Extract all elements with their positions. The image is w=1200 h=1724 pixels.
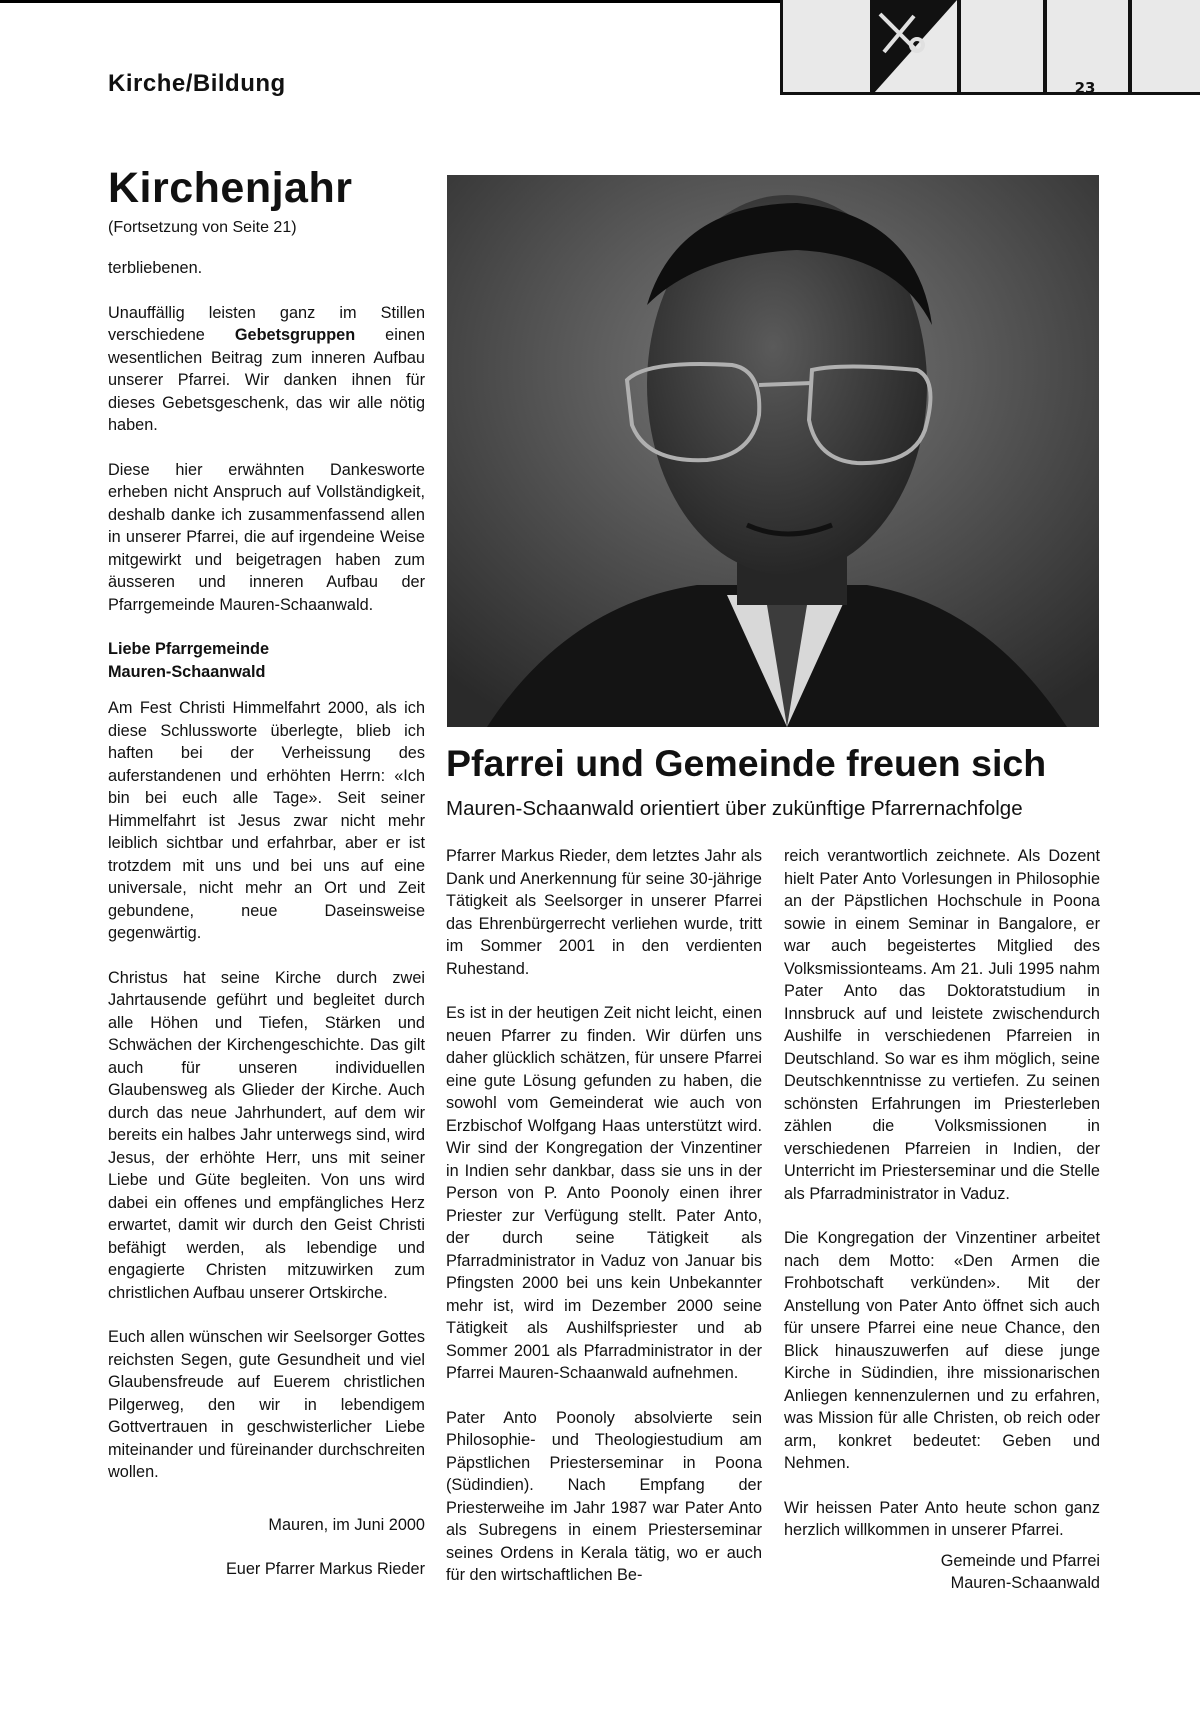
paragraph: Pfarrer Markus Rieder, dem letztes Jahr als Dank und Anerkennung für seine 30-jährige Tätigkeit als Seelsorger in unserer Pfarrei das Ehrenbürgerrecht verliehen wurde, tritt im Sommer 2001 in den verdienten Ruhestand. [446, 847, 762, 978]
right-article-column-1 [446, 845, 762, 1609]
text-run: Unauffällig leisten ganz im Stillen verschiedene [108, 303, 425, 344]
paragraph: Pater Anto Poonoly absolvierte sein Philosophie- und Theologiestudium am Päpstlichen Priesterseminar in Poona (Südindien). Nach Empfang der Priesterweihe im Jahr 1987 war Pater Anto als Subregens in einem Priesterseminar seines Ordens in Kerala tätig, wo er auch für den wirtschaftlichen Be- [446, 1408, 762, 1584]
paragraph: Wir heissen Pater Anto heute schon ganz herzlich willkommen in unserer Pfarrei. [784, 1498, 1100, 1539]
right-article-subtitle: Mauren-Schaanwald orientiert über zukünftige Pfarrernachfolge [446, 797, 1023, 820]
paragraph: Am Fest Christi Himmelfahrt 2000, als ich diese Schlussworte überlegte, blieb ich haften bei der Verheissung des auferstandenen und erhöhten Herrn: «Ich bin bei euch alle Tage». Seit seiner Himmelfahrt ist Jesus zwar nicht mehr leiblich sichtbar und erfahrbar, aber er ist trotzdem mit uns und bei uns auf eine universale, nicht mehr an Ort und Zeit gebundene, neue Daseinsweise gegenwärtig. [108, 699, 425, 942]
paragraph: reich verantwortlich zeichnete. Als Dozent hielt Pater Anto Vorlesungen in Philosophie an der Päpstlichen Hochschule in Poona sowie in einem Seminar in Bangalore, er war auch begeistertes Mitglied des Volksmissionteams. Am 21. Juli 1995 nahm Pater Anto das Doktoratstudium in Innsbruck auf und leistete zwischendurch Aushilfe in verschiedenen Pfarreien in Deutschland. So war es ihm möglich, seine Deutschkenntnisse zu vertiefen. Zu seinen schönsten Erfahrungen im Priesterleben zählen die Volksmissionen in verschiedenen Pfarreien in Indien, der Unterricht im Priesterseminar und die Stelle als Pfarradministrator in Vaduz. [784, 847, 1100, 1203]
right-article-column-2 [784, 845, 1100, 1617]
letter-heading [108, 638, 425, 683]
paragraph: Christus hat seine Kirche durch zwei Jahrtausende geführt und begleitet durch alle Höhen und Tiefen, Stärken und Schwächen der Kirchengeschichte. Das gilt auch für unseren individuellen Glaubensweg als Glieder der Kirche. Auch durch das neue Jahrhundert, auf dem wir bereits ein halbes Jahr unterwegs sind, wird Jesus, der erhöhte Herr, uns mit seiner Liebe und Güte begleiten. Von uns wird dabei ein offenes und empfängliches Herz erwartet, damit wir durch den Geist Christi befähigt werden, als lebendige und engagierte Christen mitzuwirken zum christlichen Aufbau unserer Ortskirche. [108, 968, 425, 1302]
letter-heading-line: Liebe Pfarrgemeinde [108, 640, 270, 658]
signature: Euer Pfarrer Markus Rieder [225, 1560, 425, 1578]
paragraph: Diese hier erwähnten Dankesworte erheben nicht Anspruch auf Vollständigkeit, deshalb danke ich zusammenfassend allen in unserer Pfarrei, die auf irgendeine Weise mitgewirkt und beigetragen haben zum äusseren und inneren Aufbau der Pfarrgemeinde Mauren-Schaanwald. [108, 460, 425, 614]
closing-line: Gemeinde und Pfarrei [940, 1551, 1100, 1570]
paragraph: terbliebenen. [108, 259, 203, 277]
left-article-title: Kirchenjahr [108, 164, 353, 212]
portrait-photo [447, 175, 1099, 727]
paragraph: Es ist in der heutigen Zeit nicht leicht, einen neuen Pfarrer zu finden. Wir dürfen uns daher glücklich schätzen, für unsere Pfarrei eine gute Lösung gefunden zu haben, die sowohl vom Gemeinderat wie auch von Erzbischof Wolfgang Haas unterstützt wird. Wir sind der Kongregation der Vinzentiner in Indien sehr dankbar, dass sie uns in der Person von P. Anto Poonoly einen ihrer Priester zur Verfügung stellt. Pater Anto, der durch seine Tätigkeit als Pfarradministrator in Vaduz von Januar bis Pfingsten 2000 bei uns kein Unbekannter mehr ist, wird im Dezember 2000 seine Tätigkeit als Aushilfspriester und ab Sommer 2001 als Pfarradministrator in der Pfarrei Mauren-Schaanwald aufnehmen. [446, 1004, 762, 1382]
section-title: Kirche/Bildung [108, 70, 286, 97]
paragraph: Die Kongregation der Vinzentiner arbeitet nach dem Motto: «Den Armen die Frohbotschaft verkünden». Mit der Anstellung von Pater Anto öffnet sich auch für unsere Pfarrei eine neue Chance, den Blick hinauszuwerfen auf diese junge Kirche in Südindien, ihre missionarischen Anliegen kennenzulernen und zu erfahren, was Mission für alle Christen, ob reich oder arm, konkret bedeutet: Geben und Nehmen. [784, 1229, 1100, 1472]
closing-signature [784, 1550, 1100, 1595]
closing-line: Mauren-Schaanwald [950, 1574, 1100, 1592]
page-number: 23 [1074, 79, 1096, 95]
header-decoration [780, 0, 1200, 95]
place-date: Mauren, im Juni 2000 [268, 1515, 425, 1534]
paragraph [108, 302, 425, 437]
letter-heading-line: Mauren-Schaanwald [108, 662, 266, 681]
continuation-note: (Fortsetzung von Seite 21) [108, 219, 297, 236]
paragraph: Euch allen wünschen wir Seelsorger Gottes reichsten Segen, gute Gesundheit und viel Glaubensfreude auf Euerem christlichen Pilgerweg, den wir in lebendigem Gottvertrauen in geschwisterlicher Liebe miteinander und füreinander durchschreiten wollen. [108, 1328, 425, 1481]
left-article-body [108, 257, 425, 1603]
text-run: einen wesentlichen Beitrag zum inneren Aufbau unserer Pfarrei. Wir danken ihnen für dieses Gebetsgeschenk, das wir alle nötig haben. [108, 326, 425, 434]
right-article-title: Pfarrei und Gemeinde freuen sich [446, 742, 1047, 784]
bold-term: Gebetsgruppen [234, 326, 356, 344]
